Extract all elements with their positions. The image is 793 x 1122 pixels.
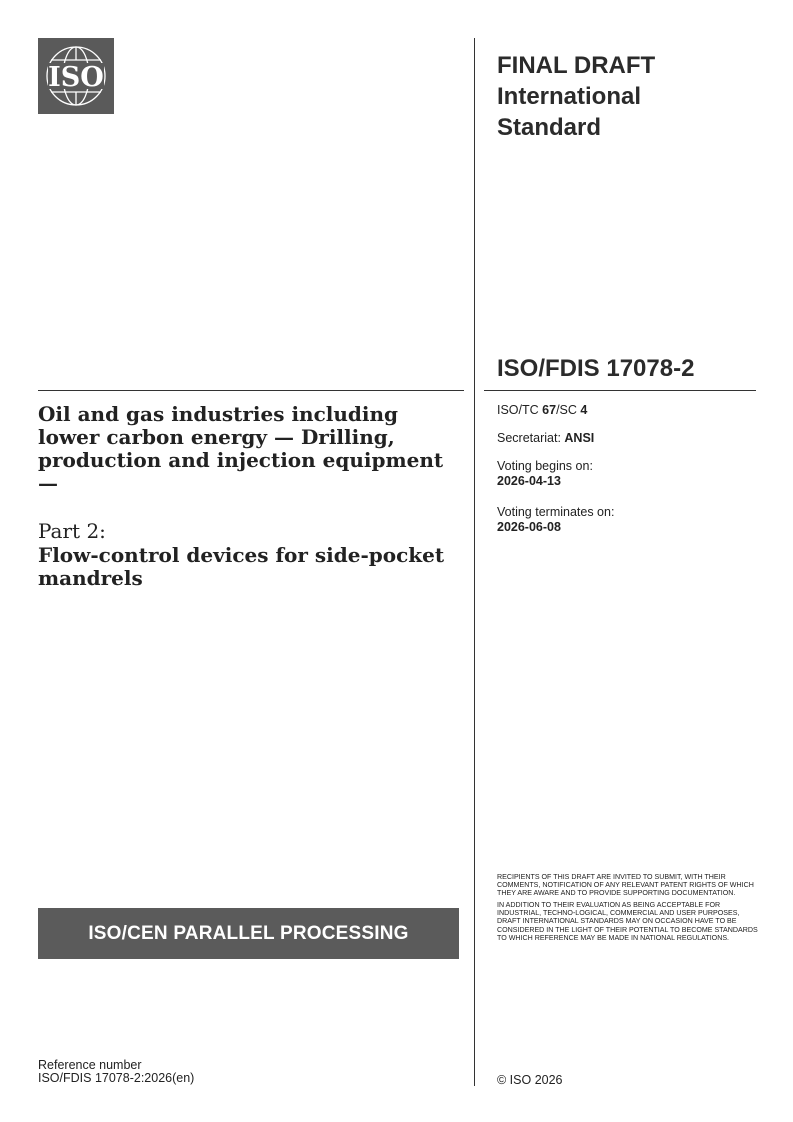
- recipient-notice: [497, 873, 759, 946]
- globe-icon: [38, 38, 114, 114]
- secretariat-info: [497, 431, 594, 446]
- parallel-processing-banner: [38, 908, 459, 959]
- voting-terminates: [497, 505, 614, 535]
- reference-number: [38, 1059, 194, 1085]
- reference-label: Reference number: [38, 1058, 142, 1072]
- part-title: Flow-control devices for side-pocket mandrels: [38, 543, 445, 590]
- voting-terminates-date: 2026-06-08: [497, 520, 561, 534]
- notice-paragraph-1: RECIPIENTS OF THIS DRAFT ARE INVITED TO SUBMIT, WITH THEIR COMMENTS, NOTIFICATION OF ANY RELEVANT PATENT RIGHTS OF WHICH THEY ARE AWARE AND TO PROVIDE SUPPORTING DOCUMENTATION.: [497, 873, 754, 898]
- document-title: Oil and gas industries including lower carbon energy — Drilling, production and injection equipment —: [38, 402, 444, 495]
- committee-info: [497, 403, 587, 418]
- doc-type-line3: Standard: [497, 114, 602, 141]
- banner-text: ISO/CEN PARALLEL PROCESSING: [88, 922, 409, 944]
- secretariat-label: Secretariat:: [497, 431, 565, 445]
- copyright: © ISO 2026: [497, 1073, 563, 1087]
- committee-tc: 67: [542, 403, 557, 417]
- doc-type-line2: International: [497, 83, 642, 110]
- document-type: [497, 50, 757, 143]
- voting-terminates-label: Voting terminates on:: [497, 505, 615, 519]
- voting-begins-label: Voting begins on:: [497, 459, 593, 473]
- doc-type-line1: FINAL DRAFT: [497, 52, 656, 79]
- voting-begins: [497, 459, 593, 489]
- voting-begins-date: 2026-04-13: [497, 474, 561, 488]
- horizontal-divider-right: [484, 390, 756, 391]
- committee-sc: 4: [580, 403, 588, 417]
- vertical-divider: [474, 38, 475, 1086]
- horizontal-divider-left: [38, 390, 464, 391]
- notice-paragraph-2: IN ADDITION TO THEIR EVALUATION AS BEING ACCEPTABLE FOR INDUSTRIAL, TECHNO-LOGICAL, COMMERCIAL AND USER PURPOSES, DRAFT INTERNATIONAL STANDARDS MAY ON OCCASION HAVE TO BE CONSIDERED IN THE LIGHT OF THEIR POTENTIAL TO BECOME STANDARDS TO WHICH REFERENCE MAY BE MADE IN NATIONAL REGULATIONS.: [497, 901, 758, 942]
- reference-value: ISO/FDIS 17078-2:2026(en): [38, 1071, 195, 1085]
- standard-number: ISO/FDIS 17078-2: [497, 355, 695, 382]
- secretariat-value: ANSI: [564, 431, 595, 445]
- committee-prefix: ISO/TC: [497, 403, 543, 417]
- logo-text: ISO: [48, 62, 104, 93]
- part-label: Part 2:: [38, 519, 106, 543]
- iso-logo: [38, 38, 114, 114]
- committee-sep: /SC: [556, 403, 581, 417]
